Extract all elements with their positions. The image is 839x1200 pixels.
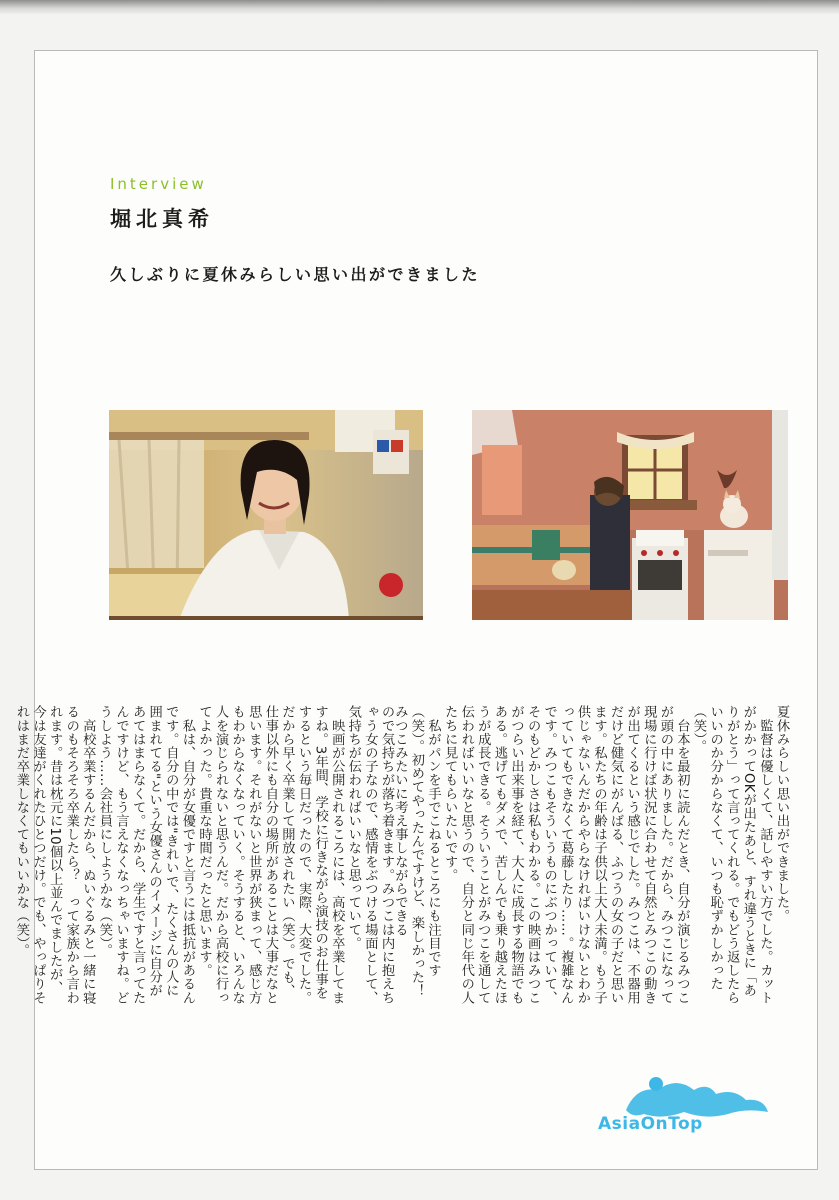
- watermark-text: AsiaOnTop: [598, 1114, 703, 1134]
- article-headline: 久しぶりに夏休みらしい思い出ができました: [110, 265, 481, 284]
- scan-top-edge: [0, 0, 839, 14]
- photo-kitchen-scene: [472, 410, 788, 620]
- article-body-column-1: 夏休みらしい思い出ができました。 監督は優しくて、話しやすい方でした。カットがかかってOKが出たあと、すれ違うときに「ありがとう」って言ってくれる。でもどう返したらいいのか分からなくて、いつも恥ずかしかった（笑）。 台本を最初に読んだとき、自分が演じるみつこが頭の中にありました。だから、みつこになって現場に行けば状況に合わせて自然とみつこの動きが出てくるという感じでした。みつこは、不器用だけど健気にがんばる、ふつうの女の子だと思います。私たちの年齢は子供以上大人未満。もう子供じゃないんだからやらなければいけないとわかっていてもできなくて葛藤したり……。複雑なんです。みつこもそういうものにぶつかっていて、そのもどかしさは私もわかる。この映画はみつこがつらい出来事を経て、大人に成長する物語でもある。逃げてもダメで、苦しんでも乗り越えたほうが成長できる。そういうことがみつこを通して伝わればいいなと思うので、自分と同じ年代の人たちに見てもらいたいです。 私がパンを手でこねるところにも注目です（笑）。初めてやったんですけど、楽しかった！ みつこみたいに考え事しながらできる: [392, 705, 789, 1005]
- photo-actress-smiling: [109, 410, 423, 620]
- section-kicker: Interview: [110, 175, 207, 193]
- article-body-column-2: ので気持ちが落ち着きます。みつこは内に抱えちゃう女の子なので、感情をぶつける場面として、気持ちが伝わればいいなと思っていて。 映画が公開されるころには、高校を卒業してますね。3年間、学校に行きながら演技のお仕事をするという毎日だったので、実際、大変でした。だから早く卒業して開放されたい（笑）。でも、仕事以外にも自分の場所があることは大事だなと思います。それがないと世界が狭まって、感じ方もわからなくなっていく。そうすると、いろんな人を演じられないと思うんだ。だから高校に行ってよかった。貴重な時間だったと思います。 私は、自分が女優ですと言うには抵抗があるんです。自分の中では"きれいで、たくさんの人に囲まれてる"という女優さんのイメージに自分があてはまらなくて。だから、学生ですと言ってたんですけど、もう言えなくなっちゃいますね。どうしよう……会社員にしようかな（笑）。 高校卒業するんだから、ぬいぐるみと一緒に寝るのもそろそろ卒業したら？ って家族から言われます。昔は枕元に10個以上並んでましたが、今は友達がくれたひとつだけ。でも、やっぱりそれはまだ卒業しなくてもいいかな（笑）。: [13, 705, 394, 1005]
- interviewee-name: 堀北真希: [110, 207, 214, 231]
